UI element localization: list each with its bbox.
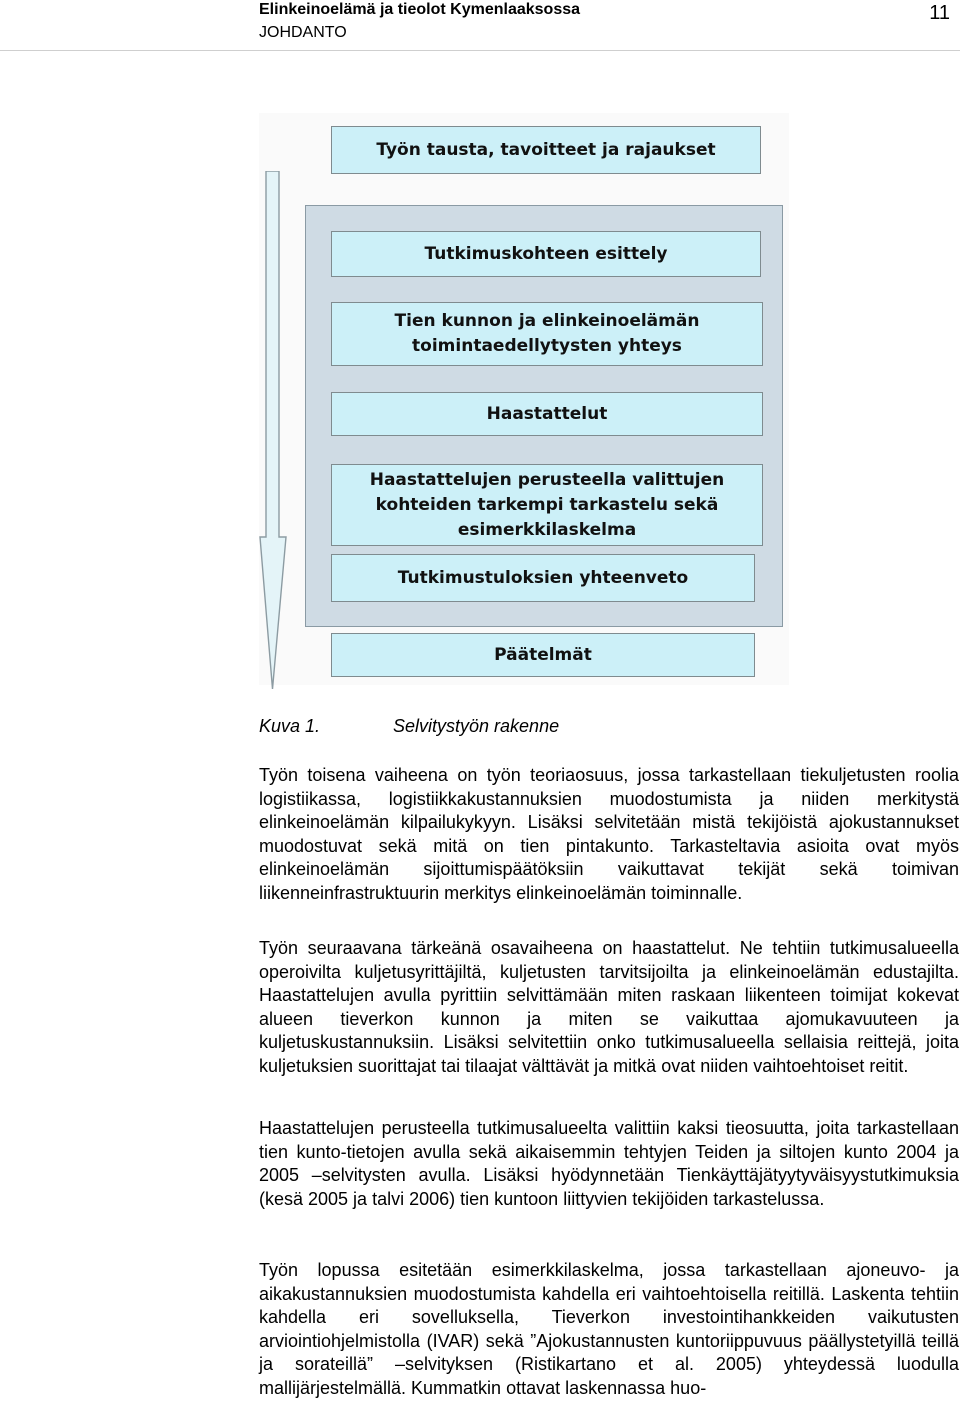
figure-caption-text: Selvitystyön rakenne xyxy=(393,716,560,736)
figure-flowchart xyxy=(259,113,789,685)
flow-box-road-condition: Tien kunnon ja elinkeinoelämän toimintaedellytysten yhteys xyxy=(331,302,763,366)
flow-box-conclusions: Päätelmät xyxy=(331,633,755,677)
section-name: JOHDANTO xyxy=(259,24,347,41)
paragraph-1: Työn toisena vaiheena on työn teoriaosuus, jossa tarkastellaan tiekuljetusten roolia logistiikassa, logistiikkakustannuksien muodostumista ja niiden merkitystä elinkeinoelämän kilpailukykyyn. Lisäksi selvitetään mistä tekijöistä ajokustannukset muodostuvat sekä mitä on tien pintakunto. Tarkasteltavia asioita ovat myös elinkeinoelämän sijoittumispäätöksiin vaikuttavat tekijät sekä toimivan liikenneinfrastruktuurin merkitys elinkeinoelämän toiminnalle. xyxy=(259,765,959,903)
figure-caption-label: Kuva 1. xyxy=(259,716,321,736)
paragraph-3: Haastattelujen perusteella tutkimusalueelta valittiin kaksi tieosuutta, joita tarkastellaan tien kunto-tietojen avulla sekä aikaisemmin tehtyjen Teiden ja siltojen kunto 2004 ja 2005 –selvitysten avulla. Lisäksi hyödynnetään Tienkäyttäjätyytyväisyystutkimuksia (kesä 2005 ja talvi 2006) tien kuntoon liittyvien tekijöiden tarkastelussa. xyxy=(259,1118,959,1209)
flow-box-target-intro: Tutkimuskohteen esittely xyxy=(331,231,761,277)
down-arrow-icon xyxy=(259,171,287,691)
document-title: Elinkeinoelämä ja tieolot Kymenlaaksossa xyxy=(259,1,581,18)
flow-box-summary: Tutkimustuloksien yhteenveto xyxy=(331,554,755,602)
flow-box-detailed-review: Haastattelujen perusteella valittujen kohteiden tarkempi tarkastelu sekä esimerkkilaskelma xyxy=(331,464,763,546)
header-divider xyxy=(0,50,960,51)
flow-box-interviews: Haastattelut xyxy=(331,392,763,436)
paragraph-2: Työn seuraavana tärkeänä osavaiheena on haastattelut. Ne tehtiin tutkimusalueella operoivilta kuljetusyrittäjiltä, kuljetusten tarvitsijoilta ja elinkeinoelämän edustajilta. Haastattelujen avulla pyrittiin selvittämään miten raskaan liikenteen toimijat kokevat alueen tieverkon kunnon ja miten se vaikuttaa ajomukavuuteen ja kuljetuskustannuksiin. Lisäksi selvitettiin onko tutkimusalueella sellaisia reittejä, joita kuljetuksien suorittajat tai tilaajat välttävät ja mitkä ovat niiden vaihtoehtoiset reitit. xyxy=(259,938,959,1076)
flow-box-background: Työn tausta, tavoitteet ja rajaukset xyxy=(331,126,761,174)
paragraph-4: Työn lopussa esitetään esimerkkilaskelma, jossa tarkastellaan ajoneuvo- ja aikakustannuksien muodostumista kahdella eri vaihtoehtoisella reitillä. Laskenta tehtiin kahdella eri sovelluksella, Tieverkon investointihankkeiden vaikutusten arviointiohjelmistolla (IVAR) sekä ”Ajokustannusten kuntoriippuvuus päällystetyillä teillä ja sorateillä” –selvityksen (Ristikartano et al. 2005) yhteydessä luodulla mallijärjestelmällä. Kummatkin ottavat laskennassa huo- xyxy=(259,1260,959,1398)
page-number: 11 xyxy=(929,2,950,24)
